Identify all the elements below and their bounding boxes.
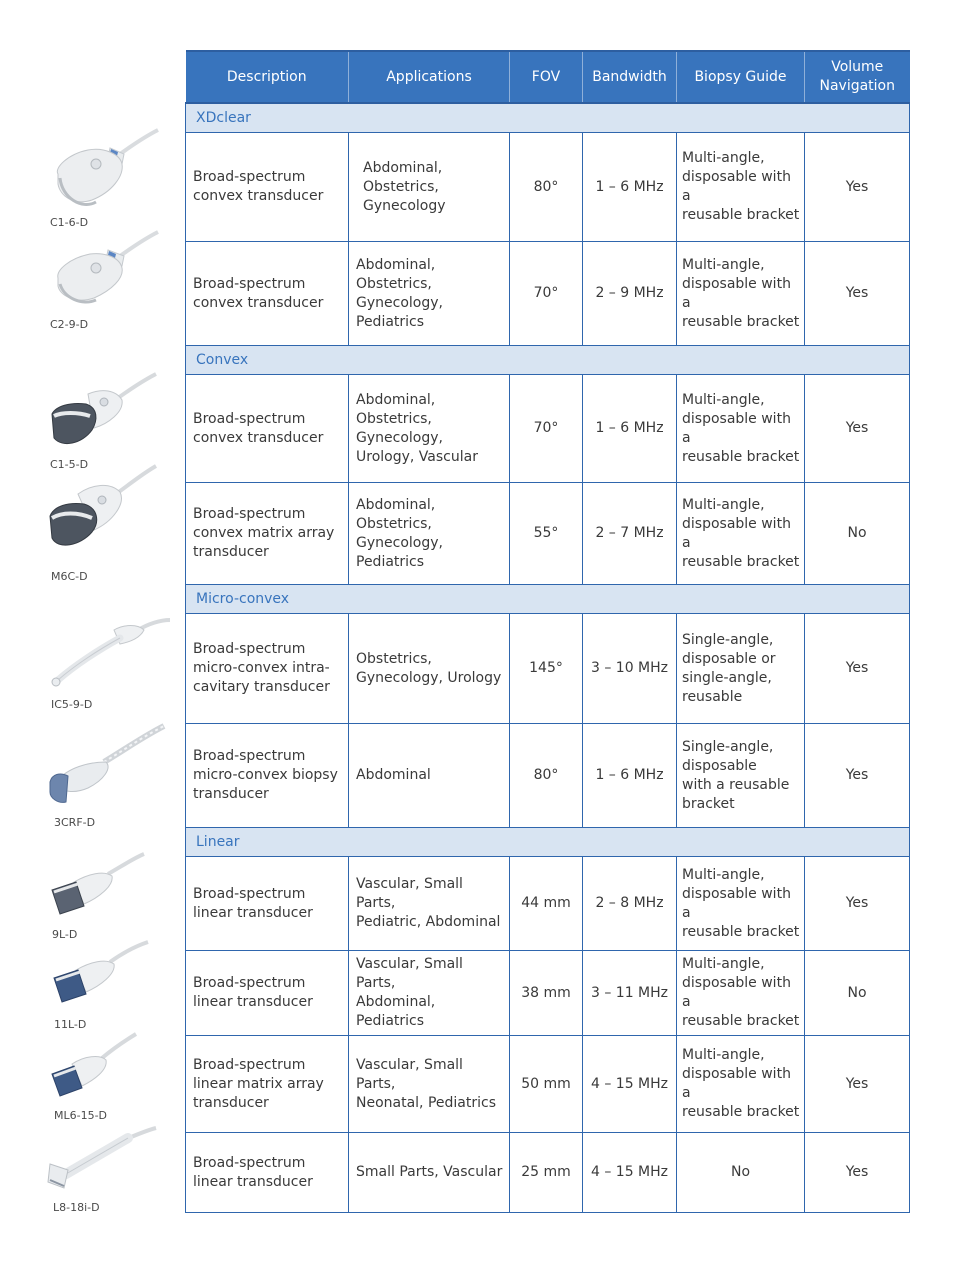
description-cell: Broad-spectrum convex transducer [186,242,349,346]
applications-cell: Abdominal, Obstetrics, Gynecology [349,133,510,242]
group-row-linear [186,828,910,857]
bandwidth-cell: 2 – 7 MHz [583,483,677,585]
group-row-micro-convex [186,585,910,614]
volume-navigation-cell: Yes [805,724,910,828]
table-row [186,951,910,1036]
table-row [186,1036,910,1133]
bandwidth-cell: 1 – 6 MHz [583,724,677,828]
fov-cell: 145° [510,614,583,724]
description-cell: Broad-spectrum convex transducer [186,133,349,242]
probe-3crf-d [48,722,173,834]
probe-label: M6C-D [51,570,88,583]
fov-cell: 44 mm [510,857,583,951]
biopsy-guide-cell: Multi-angle, disposable with a reusable bracket [677,483,805,585]
volume-navigation-cell: Yes [805,857,910,951]
biopsy-guide-cell: Single-angle, disposable with a reusable bracket [677,724,805,828]
column-header-volume-navigation: Volume Navigation [805,51,910,103]
bandwidth-cell: 4 – 15 MHz [583,1036,677,1133]
group-title: Linear [186,828,910,857]
group-row-convex [186,346,910,375]
biopsy-guide-cell: Single-angle, disposable or single-angle, reusable [677,614,805,724]
table-row [186,242,910,346]
volume-navigation-cell: No [805,951,910,1036]
volume-navigation-cell: No [805,483,910,585]
group-title: Convex [186,346,910,375]
table-row [186,857,910,951]
group-title: Micro-convex [186,585,910,614]
probe-11l-d [48,938,153,1031]
bandwidth-cell: 4 – 15 MHz [583,1133,677,1213]
applications-cell: Vascular, Small Parts, Abdominal, Pediatrics [349,951,510,1036]
probe-c1-6-d [48,124,163,232]
biopsy-guide-cell: Multi-angle, disposable with a reusable bracket [677,242,805,346]
applications-cell: Abdominal, Obstetrics, Gynecology, Pediatrics [349,483,510,585]
probe-label: C1-5-D [50,458,89,471]
column-header-fov: FOV [510,51,583,103]
table-row [186,133,910,242]
column-header-applications: Applications [349,51,510,103]
applications-cell: Abdominal, Obstetrics, Gynecology, Pediatrics [349,242,510,346]
probe-ml6-15-d [48,1032,143,1130]
transducer-spec-table [185,50,910,1213]
table-row [186,483,910,585]
hockey-stick-probe-image [44,1124,159,1196]
biopsy-probe-image [48,722,173,812]
description-cell: Broad-spectrum linear transducer [186,1133,349,1213]
intracavitary-probe-image [48,616,173,696]
linear-probe-image [48,1032,143,1108]
volume-navigation-cell: Yes [805,375,910,483]
group-row-xdclear [186,103,910,133]
probe-c2-9-d [48,226,163,334]
description-cell: Broad-spectrum linear transducer [186,951,349,1036]
probe-label: C2-9-D [50,318,89,331]
linear-probe-image [48,938,153,1016]
biopsy-guide-cell: Multi-angle, disposable with a reusable bracket [677,1036,805,1133]
applications-cell: Vascular, Small Parts, Pediatric, Abdominal [349,857,510,951]
applications-cell: Small Parts, Vascular [349,1133,510,1213]
fov-cell: 55° [510,483,583,585]
table-row [186,614,910,724]
description-cell: Broad-spectrum convex transducer [186,375,349,483]
biopsy-guide-cell: No [677,1133,805,1213]
fov-cell: 80° [510,133,583,242]
bandwidth-cell: 3 – 11 MHz [583,951,677,1036]
biopsy-guide-cell: Multi-angle, disposable with a reusable bracket [677,133,805,242]
table-row [186,724,910,828]
volume-navigation-cell: Yes [805,133,910,242]
fov-cell: 25 mm [510,1133,583,1213]
convex-probe-image [48,124,163,224]
column-header-description: Description [186,51,349,103]
probe-label: L8-18i-D [53,1201,100,1214]
applications-cell: Vascular, Small Parts, Neonatal, Pediatrics [349,1036,510,1133]
column-header-bandwidth: Bandwidth [583,51,677,103]
bandwidth-cell: 2 – 8 MHz [583,857,677,951]
biopsy-guide-cell: Multi-angle, disposable with a reusable bracket [677,375,805,483]
linear-probe-image [48,850,148,928]
fov-cell: 80° [510,724,583,828]
probe-9l-d [48,850,148,945]
probe-label: C1-6-D [50,216,89,229]
column-header-biopsy-guide: Biopsy Guide [677,51,805,103]
description-cell: Broad-spectrum linear transducer [186,857,349,951]
volume-navigation-cell: Yes [805,614,910,724]
probe-m6c-d [48,460,163,585]
table-row [186,1133,910,1213]
description-cell: Broad-spectrum micro-convex biopsy transducer [186,724,349,828]
volume-navigation-cell: Yes [805,242,910,346]
convex-probe-image [48,460,163,565]
description-cell: Broad-spectrum convex matrix array transducer [186,483,349,585]
bandwidth-cell: 1 – 6 MHz [583,133,677,242]
probe-label: 11L-D [54,1018,87,1031]
convex-probe-image [48,226,163,326]
convex-probe-image [48,368,163,463]
probe-label: 9L-D [52,928,78,941]
volume-navigation-cell: Yes [805,1036,910,1133]
table-header-row [186,51,910,103]
probe-label: ML6-15-D [54,1109,108,1122]
volume-navigation-cell: Yes [805,1133,910,1213]
probe-label: 3CRF-D [54,816,96,829]
fov-cell: 50 mm [510,1036,583,1133]
probe-ic5-9-d [48,616,173,714]
fov-cell: 38 mm [510,951,583,1036]
applications-cell: Abdominal [349,724,510,828]
probe-l8-18i-d [44,1124,159,1220]
description-cell: Broad-spectrum linear matrix array transducer [186,1036,349,1133]
biopsy-guide-cell: Multi-angle, disposable with a reusable bracket [677,857,805,951]
applications-cell: Abdominal, Obstetrics, Gynecology, Urology, Vascular [349,375,510,483]
probe-column [0,0,185,1272]
fov-cell: 70° [510,375,583,483]
bandwidth-cell: 2 – 9 MHz [583,242,677,346]
applications-cell: Obstetrics, Gynecology, Urology [349,614,510,724]
probe-label: IC5-9-D [51,698,93,711]
bandwidth-cell: 3 – 10 MHz [583,614,677,724]
table-row [186,375,910,483]
fov-cell: 70° [510,242,583,346]
group-title: XDclear [186,103,910,133]
bandwidth-cell: 1 – 6 MHz [583,375,677,483]
biopsy-guide-cell: Multi-angle, disposable with a reusable bracket [677,951,805,1036]
description-cell: Broad-spectrum micro-convex intra- cavitary transducer [186,614,349,724]
